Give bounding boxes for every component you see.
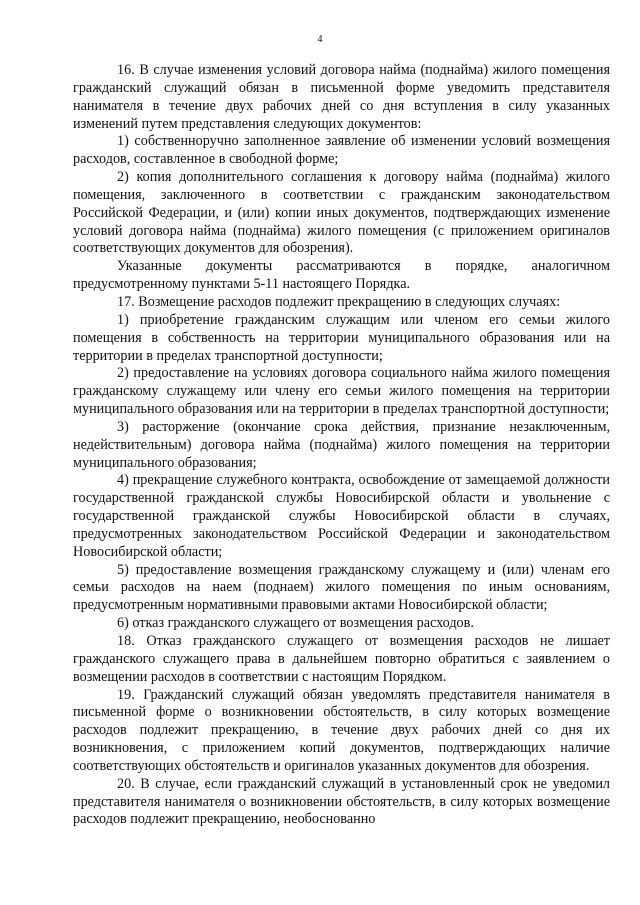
- paragraph-17-item-5: 5) предоставление возмещения гражданскому служащему и (или) членам его семьи расходов на наем (поднаем) жилого помещения по иным основаниям, предусмотренным нормативными правовыми актами Новосибирской области;: [73, 561, 610, 614]
- page-number: 4: [317, 34, 323, 45]
- paragraph-17-item-6: 6) отказ гражданского служащего от возмещения расходов.: [117, 615, 474, 632]
- paragraph-19: 19. Гражданский служащий обязан уведомлять представителя нанимателя в письменной форме о возникновении обстоятельств, в силу которых возмещение расходов подлежит прекращению, в течение двух рабочих дней со дня их возникновения, с приложением копий документов, подтверждающих наличие соответствующих обстоятельств и оригиналов указанных документов для обозрения.: [73, 686, 610, 774]
- paragraph-18: 18. Отказ гражданского служащего от возмещения расходов не лишает гражданского служащего права в дальнейшем повторно обратиться с заявлением о возмещении расходов в соответствии с настоящим Порядком.: [73, 633, 610, 685]
- paragraph-16: 16. В случае изменения условий договора найма (поднайма) жилого помещения гражданский служащий обязан в письменной форме уведомить представителя нанимателя в течение двух рабочих дней со дня вступления в силу указанных изменений путем представления следующих документов:: [73, 62, 610, 132]
- paragraph-20: 20. В случае, если гражданский служащий в установленный срок не уведомил представителя нанимателя о возникновении обстоятельств, в силу которых возмещение расходов подлежит прекращению, необоснованно: [73, 775, 610, 828]
- paragraph-16-item-1: 1) собственноручно заполненное заявление об изменении условий возмещения расходов, составленное в свободной форме;: [73, 133, 610, 168]
- paragraph-16-note: Указанные документы рассматриваются в порядке, аналогичном предусмотренному пунктами 5-11 настоящего Порядка.: [73, 258, 610, 293]
- document-body: [73, 62, 610, 829]
- paragraph-17-item-3: 3) расторжение (окончание срока действия, признание незаключенным, недействительным) договора найма (поднайма) жилого помещения на территории муниципального образования;: [73, 418, 610, 471]
- paragraph-17-item-2: 2) предоставление на условиях договора социального найма жилого помещения гражданскому служащему или члену его семьи жилого помещения на территории муниципального образования или на территории в пределах транспортной доступности;: [73, 365, 610, 418]
- paragraph-17-item-4: 4) прекращение служебного контракта, освобождение от замещаемой должности государственной гражданской службы Новосибирской области и увольнение с государственной гражданской службы Новосибирской области в случаях, предусмотренных законодательством Российской Федерации и законодательством Новосибирской области;: [73, 472, 610, 560]
- paragraph-16-item-2: 2) копия дополнительного соглашения к договору найма (поднайма) жилого помещения, заключенного в соответствии с гражданским законодательством Российской Федерации, и (или) копии иных документов, подтверждающих изменение условий договора найма (поднайма) жилого помещения (с приложением оригиналов соответствующих документов для обозрения).: [73, 169, 610, 257]
- paragraph-17-item-1: 1) приобретение гражданским служащим или членом его семьи жилого помещения в собственность на территории муниципального образования или на территории в пределах транспортной доступности;: [73, 311, 610, 364]
- paragraph-17: 17. Возмещение расходов подлежит прекращению в следующих случаях:: [117, 293, 561, 310]
